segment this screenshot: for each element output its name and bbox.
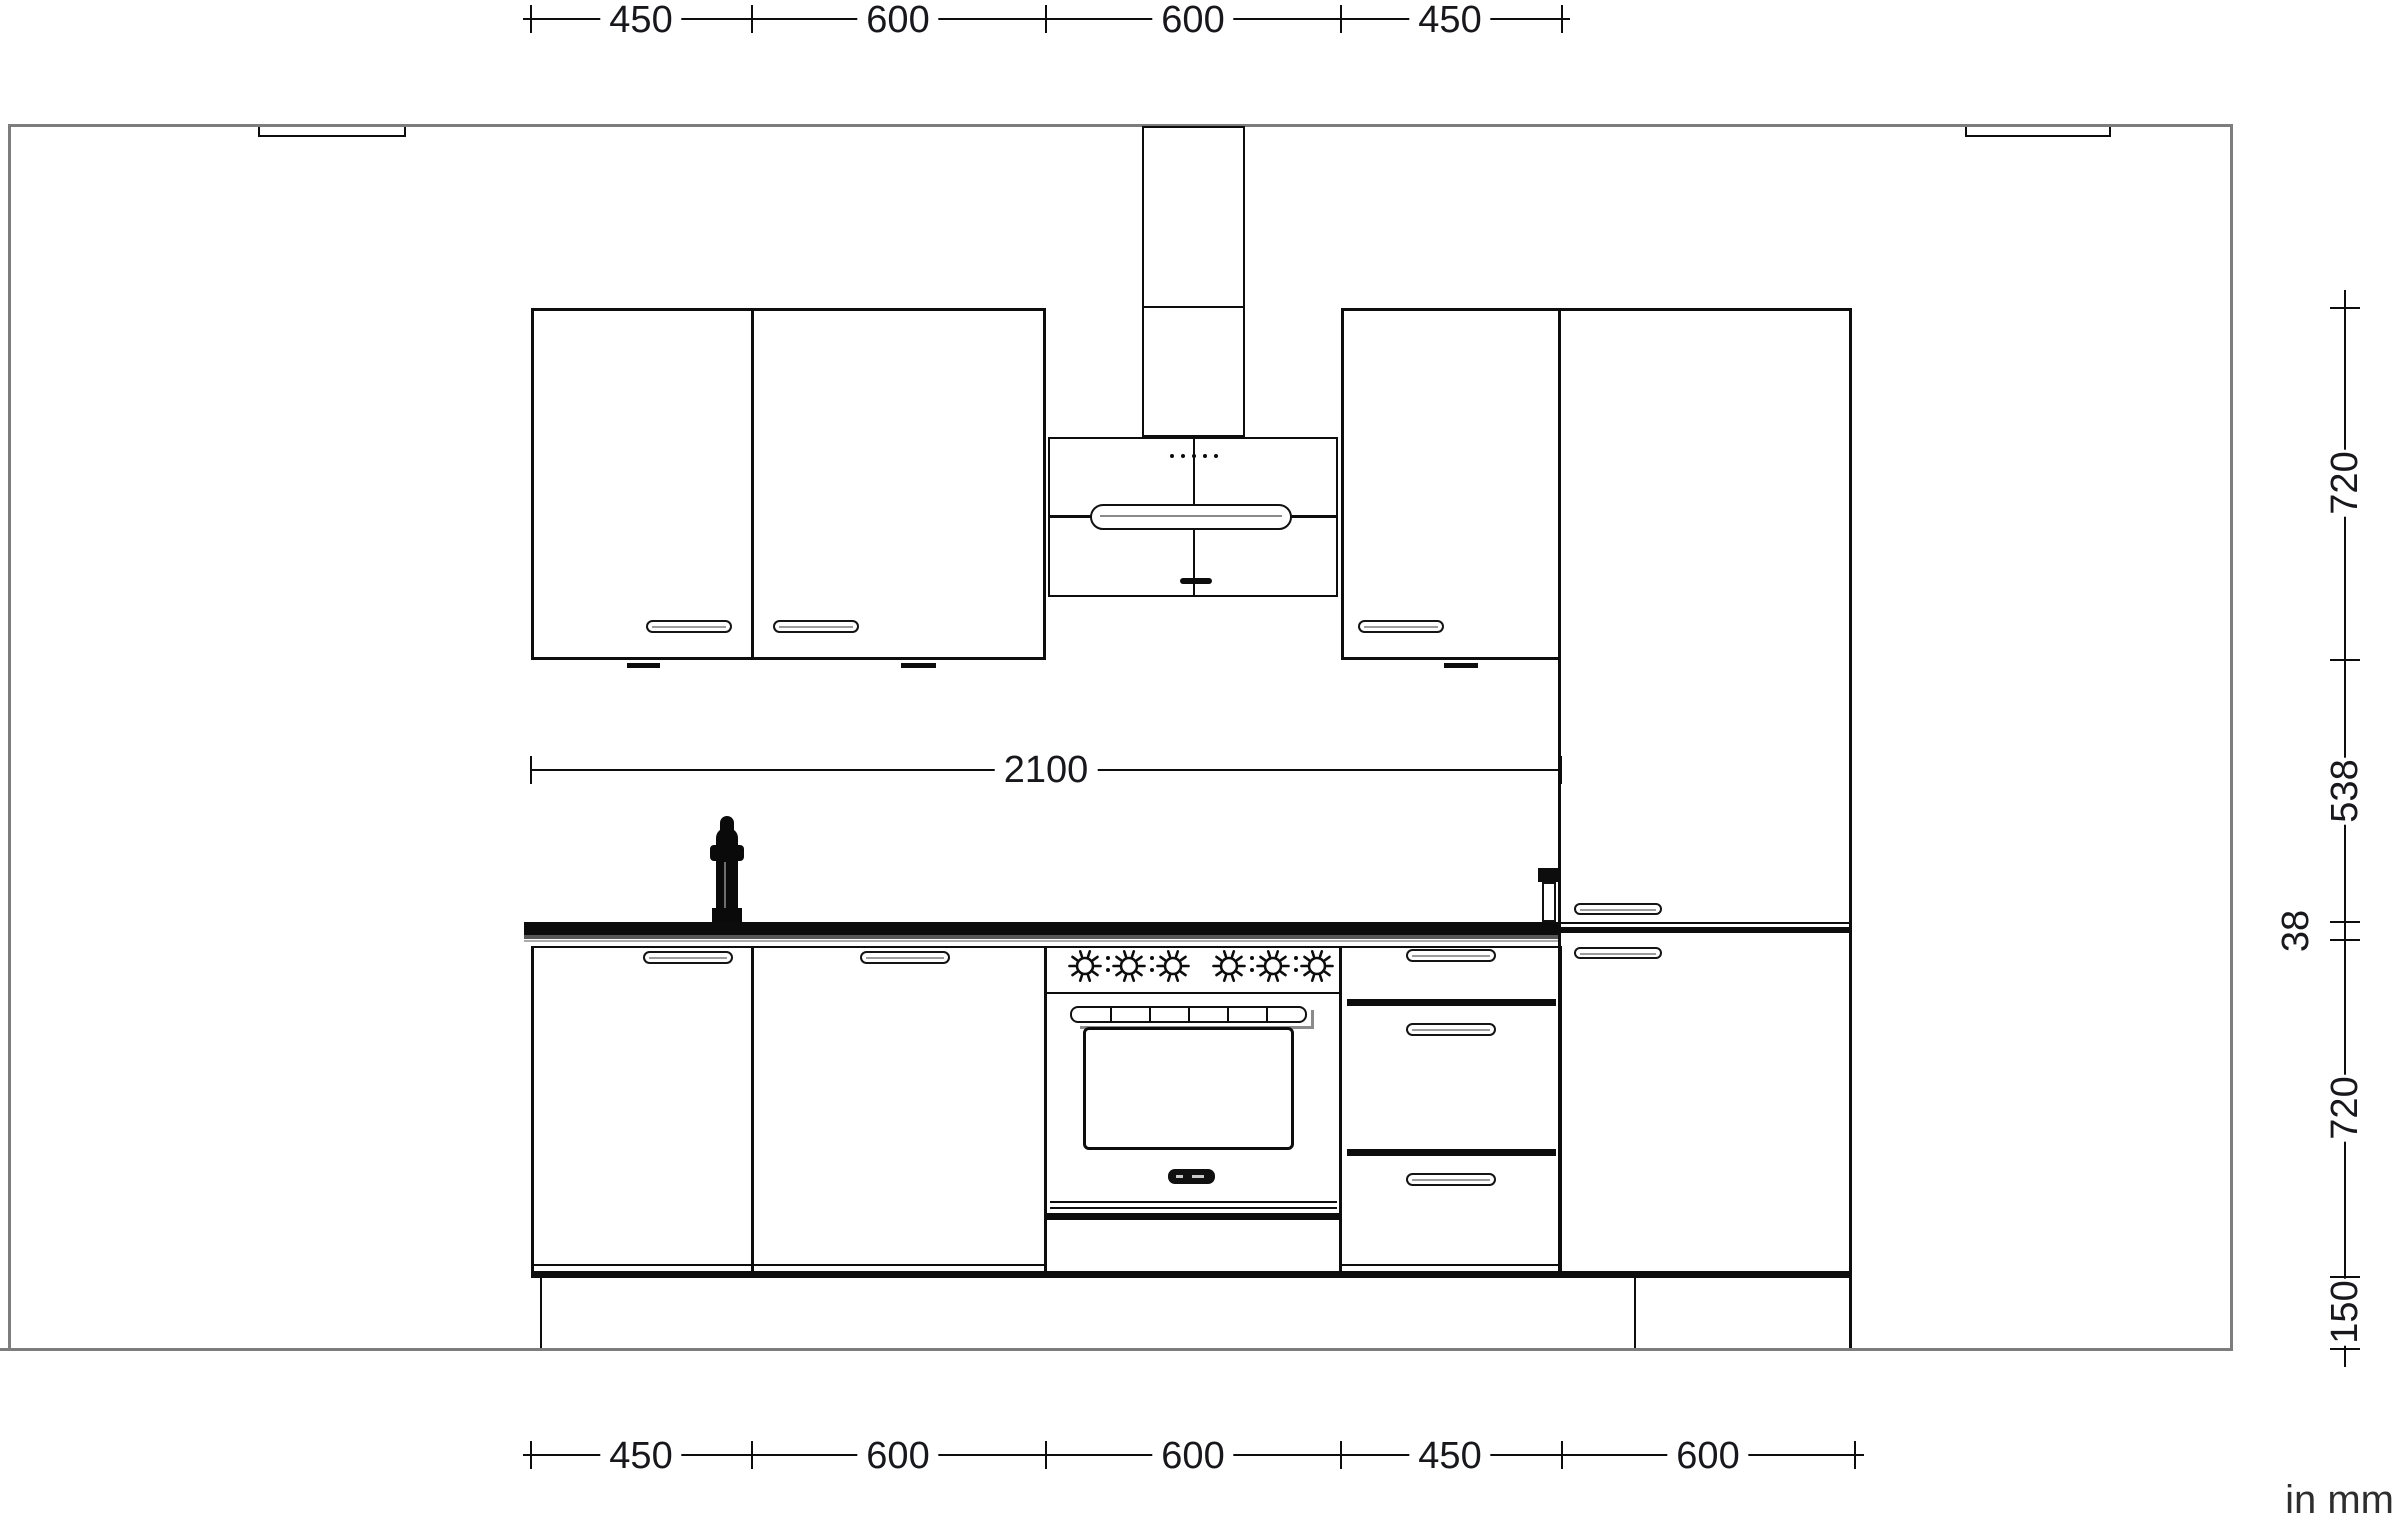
left-wall-line — [8, 124, 11, 1351]
ceiling-line — [8, 124, 2233, 127]
hood-vent-slot — [1090, 504, 1292, 530]
oven-door-bottom-line — [1050, 1207, 1337, 1209]
floor-line — [0, 1348, 2233, 1351]
hood-vent-inner-line — [1100, 515, 1282, 517]
dim-label: 450 — [1409, 1, 1490, 39]
burner-knob-icon — [1256, 949, 1290, 983]
wall-cabinet-right — [1341, 308, 1562, 660]
dim-label: 38 — [2275, 909, 2317, 953]
dim-label: 450 — [600, 1437, 681, 1475]
oven-base-drawer-top-band — [1046, 1213, 1341, 1220]
base-door-handle — [643, 951, 733, 964]
dim-label: 450 — [600, 1, 681, 39]
dim-label: 538 — [2324, 759, 2366, 823]
wall-cabinet-handle — [773, 620, 859, 633]
dim-label: 600 — [857, 1437, 938, 1475]
hood-handle-dash — [1180, 578, 1212, 584]
drawer-divider-band — [1347, 999, 1556, 1006]
dim-label: 720 — [2324, 451, 2366, 515]
dim-label: 600 — [857, 1, 938, 39]
burner-knob-icon — [1212, 949, 1246, 983]
burner-knob-icon — [1112, 949, 1146, 983]
burner-knob-icon — [1300, 949, 1334, 983]
wall-cabinet-handle — [646, 620, 732, 633]
plinth-joint — [1634, 1278, 1636, 1348]
under-cabinet-light — [1444, 663, 1478, 668]
right-wall-line — [2230, 124, 2233, 1351]
oven-window — [1083, 1027, 1294, 1150]
tall-cabinet-division-line — [1558, 922, 1852, 924]
wall-cabinet-handle — [1358, 620, 1444, 633]
chimney-joint-line — [1142, 306, 1245, 308]
under-cabinet-light — [901, 663, 936, 668]
tall-cabinet — [1558, 308, 1852, 1278]
dim-label: 450 — [1409, 1437, 1490, 1475]
tall-cabinet-division-band — [1558, 927, 1852, 933]
oven-handle — [1168, 1169, 1215, 1184]
drawer-handle — [1406, 1173, 1496, 1186]
plinth-end-left — [540, 1278, 542, 1348]
drawer-divider-band — [1347, 1149, 1556, 1156]
drawer-handle — [1406, 1023, 1496, 1036]
hood-chimney — [1142, 126, 1245, 437]
drawer-handle — [1406, 949, 1496, 962]
under-cabinet-light — [627, 663, 660, 668]
burner-knob-icon — [1156, 949, 1190, 983]
dim-label: 600 — [1152, 1437, 1233, 1475]
wall-cabinet-door-divider — [751, 308, 754, 660]
tall-cabinet-handle-lower — [1574, 947, 1662, 959]
tall-cabinet-handle-upper — [1574, 903, 1662, 915]
burner-knob-icon — [1068, 949, 1102, 983]
unit-note: in mm — [2285, 1478, 2394, 1522]
wall-cabinet-left-group — [531, 308, 1046, 660]
plinth-end-right — [1849, 1278, 1852, 1348]
dim-label: 600 — [1667, 1437, 1748, 1475]
dim-label: 150 — [2324, 1280, 2366, 1344]
base-door-handle — [860, 951, 950, 964]
dim-label: 720 — [2324, 1076, 2366, 1140]
dim-label: 600 — [1152, 1, 1233, 39]
dim-label-total-width: 2100 — [995, 751, 1098, 789]
oven-door-bottom-line — [1050, 1201, 1337, 1203]
